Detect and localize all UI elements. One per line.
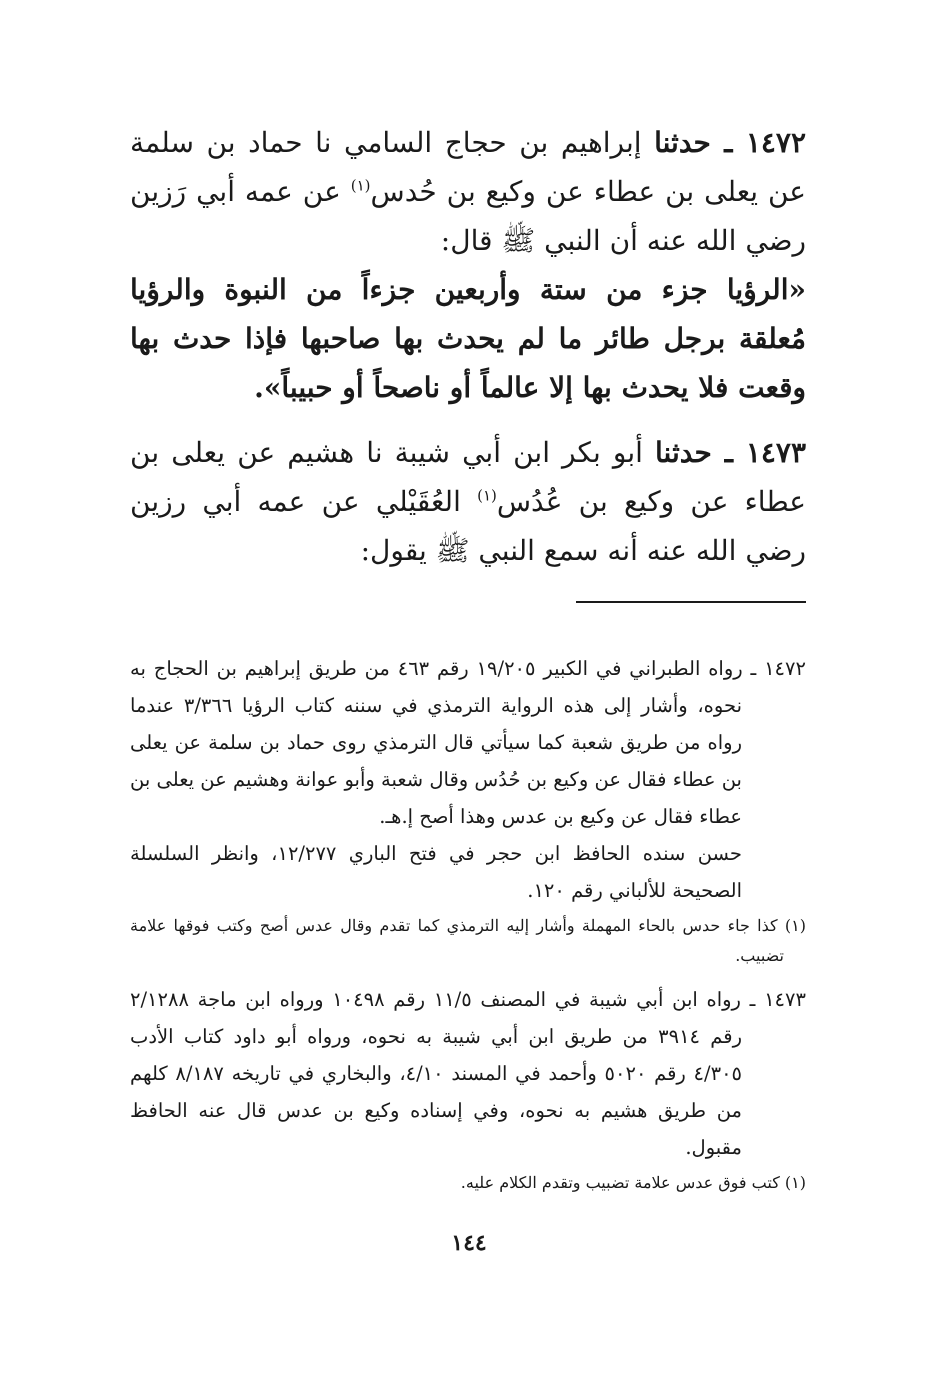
page-number: ١٤٤ [451, 1230, 487, 1256]
footnote-1473: (١) كتب فوق عدس علامة تضبيب وتقدم الكلام عليه. [460, 1173, 806, 1192]
note-1472: ١٤٧٢ ـ رواه الطبراني في الكبير ١٩/٢٠٥ رقم ٤٦٣ من طريق إبراهيم بن الحجاج به نحوه، وأشار إلى هذه الرواية الترمذي في سننه كتاب الرؤيا ٣/٣٦٦ عندما رواه من طريق شعبة كما سيأتي قال الترمذي روى حماد بن سلمة عن يعلى بن عطاء فقال عن وكيع بن حُدُس وقال شعبة وأبو عوانة وهشيم عن يعلى بن عطاء فقال عن وكيع بن عدس وهذا أصح إ.هـ. [130, 657, 806, 828]
isnad-text: أبو بكر ابن أبي شيبة نا هشيم عن يعلى بن عطاء عن وكيع بن عُدُس [130, 436, 807, 518]
hadith-1472-isnad [130, 118, 806, 265]
hadith-number-1472: ١٤٧٢ ـ حدثنا [654, 126, 806, 159]
commentary-notes [130, 650, 806, 1208]
hadith-1473-isnad [130, 428, 806, 575]
isnad-text: إبراهيم بن حجاج السامي نا حماد بن سلمة عن يعلى بن عطاء عن وكيع بن حُدس [130, 126, 806, 208]
footnote-marker: (١) [477, 486, 497, 505]
main-text [130, 118, 806, 575]
note-1472-grading: حسن سنده الحافظ ابن حجر في فتح الباري ١٢/٢٧٧، وانظر السلسلة الصحيحة للألباني رقم ١٢٠. [130, 842, 742, 902]
hadith-1472-matn: «الرؤيا جزء من ستة وأربعين جزءاً من النبوة والرؤيا مُعلقة برجل طائر ما لم يحدث بها صاحبها فإذا حدث بها وقعت فلا يحدث بها إلا عالماً أو ناصحاً أو حبيباً». [130, 273, 806, 404]
isnad-text: عن عمه أبي رَزين رضي الله عنه أن النبي ﷺ قال: [130, 175, 806, 257]
isnad-text: العُقَيْلي عن عمه أبي رزين رضي الله عنه أنه سمع النبي ﷺ يقول: [130, 485, 806, 567]
footnote-marker: (١) [350, 176, 371, 195]
note-1473: ١٤٧٣ ـ رواه ابن أبي شيبة في المصنف ١١/٥ رقم ١٠٤٩٨ ورواه ابن ماجة ٢/١٢٨٨ رقم ٣٩١٤ من طريق ابن أبي شيبة به نحوه، ورواه أبو داود كتاب الأدب ٤/٣٠٥ رقم ٥٠٢٠ وأحمد في المسند ٤/١٠، والبخاري في تاريخه ٨/١٨٧ كلهم من طريق هشيم به نحوه، وفي إسناده وكيع بن عدس قال عنه الحافظ مقبول. [130, 988, 806, 1159]
footnote-1472: (١) كذا جاء حدس بالحاء المهملة وأشار إليه الترمذي كما تقدم وقال عدس أصح وكتب فوقها علامة تضبيب. [130, 916, 806, 965]
hadith-number-1473: ١٤٧٣ ـ حدثنا [654, 436, 806, 469]
footnote-divider [576, 601, 806, 603]
